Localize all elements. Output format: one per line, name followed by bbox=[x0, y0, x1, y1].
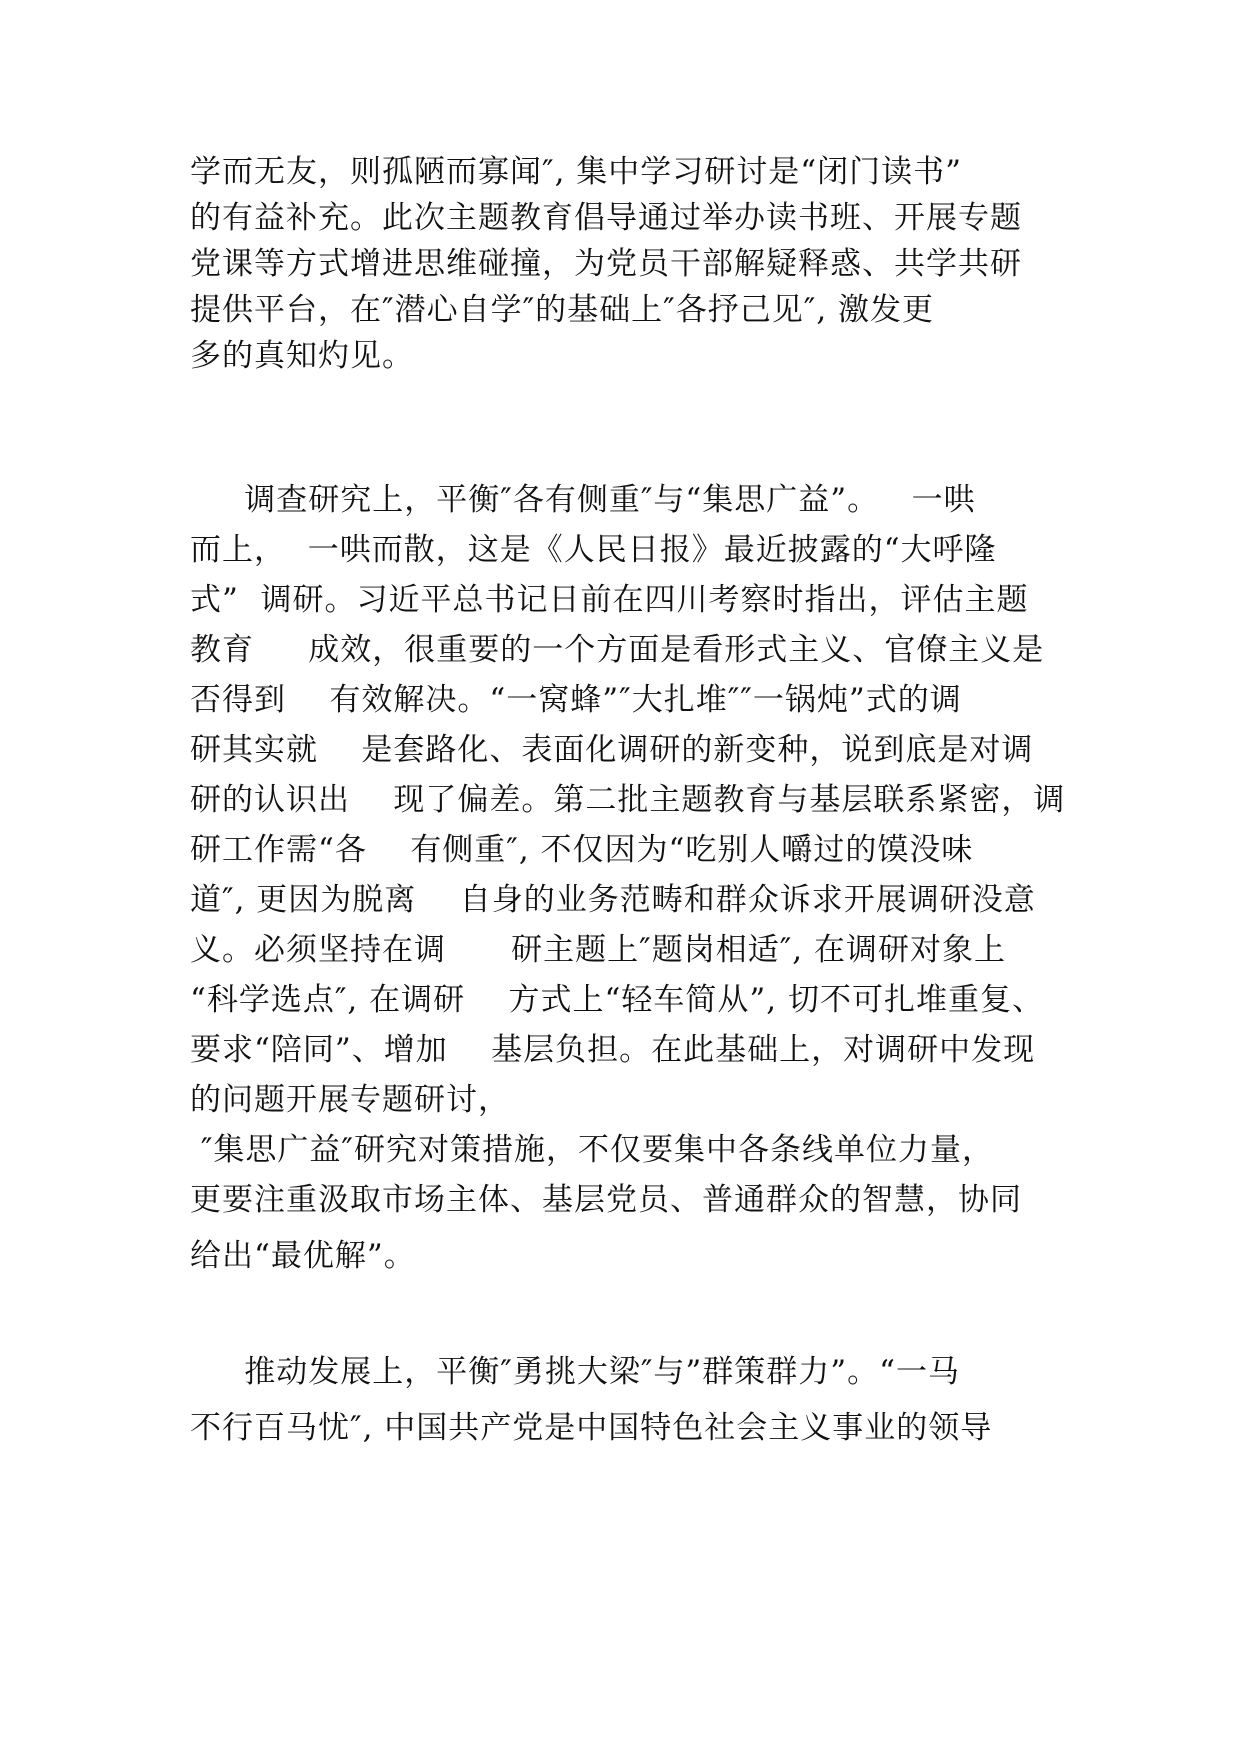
text-line: 党课等方式增进思维碰撞，为党员干部解疑释惑、共学共研 bbox=[190, 246, 1022, 282]
text-line: 要求“陪同”、增加 基层负担。在此基础上，对调研中发现 bbox=[190, 1032, 1036, 1068]
text-line: 研的认识出 现了偏差。第二批主题教育与基层联系紧密，调 bbox=[190, 782, 1066, 818]
text-line: 否得到 有效解决。“一窝蜂”″大扎堆″″一锅炖”式的调 bbox=[190, 682, 962, 718]
text-line: 研其实就 是套路化、表面化调研的新变种，说到底是对调 bbox=[190, 732, 1034, 768]
text-line: 更要注重汲取市场主体、基层党员、普通群众的智慧，协同 bbox=[190, 1182, 1022, 1218]
text-line: 的有益补充。此次主题教育倡导通过举办读书班、开展专题 bbox=[190, 200, 1022, 236]
text-line: 义。必须坚持在调 研主题上″题岗相适″, 在调研对象上 bbox=[190, 932, 1006, 968]
text-line: 式” 调研。习近平总书记日前在四川考察时指出，评估主题 bbox=[190, 582, 1029, 618]
text-line: 学而无友，则孤陋而寡闻″, 集中学习研讨是“闭门读书” bbox=[190, 154, 962, 190]
text-line: 调查研究上，平衡″各有侧重″与“集思广益”。 一哄 bbox=[190, 482, 976, 518]
text-line: “科学选点″, 在调研 方式上“轻车简从”, 切不可扎堆重复、 bbox=[190, 982, 1044, 1018]
text-line: 而上， 一哄而散，这是《人民日报》最近披露的“大呼隆 bbox=[190, 532, 997, 568]
text-line: 推动发展上，平衡″勇挑大梁″与”群策群力”。“一马 bbox=[190, 1354, 960, 1390]
text-line: 的问题开展专题研讨， bbox=[190, 1082, 510, 1118]
text-line: 教育 成效，很重要的一个方面是看形式主义、官僚主义是 bbox=[190, 632, 1045, 668]
text-line: 不行百马忧″, 中国共产党是中国特色社会主义事业的领导 bbox=[190, 1410, 993, 1446]
text-line: ″集思广益″研究对策措施，不仅要集中各条线单位力量， bbox=[190, 1132, 995, 1168]
text-line: 提供平台，在″潜心自学″的基础上″各抒己见″, 激发更 bbox=[190, 292, 935, 328]
text-line: 给出“最优解”。 bbox=[190, 1238, 416, 1274]
text-line: 道″, 更因为脱离 自身的业务范畴和群众诉求开展调研没意 bbox=[190, 882, 1036, 918]
text-line: 研工作需“各 有侧重″, 不仅因为“吃别人嚼过的馍没味 bbox=[190, 832, 974, 868]
text-line: 多的真知灼见。 bbox=[190, 338, 414, 374]
